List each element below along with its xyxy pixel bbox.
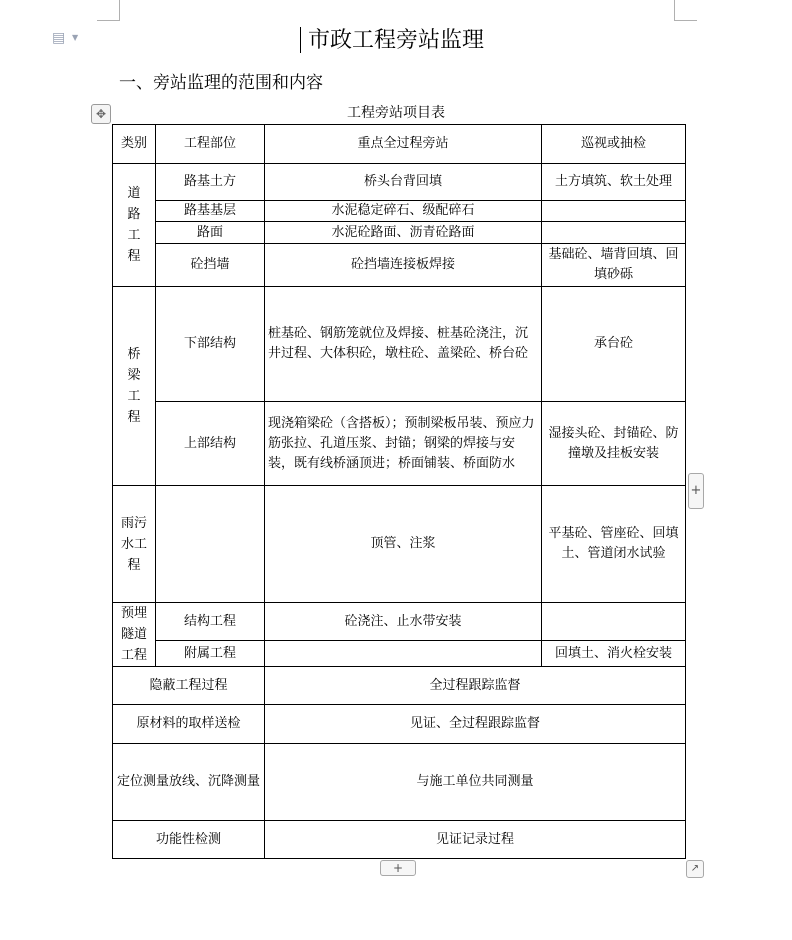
document-title: 市政工程旁站监理	[307, 28, 484, 53]
category-cell-sewer	[113, 486, 156, 603]
table-row	[113, 486, 686, 603]
part-cell: 结构工程	[156, 603, 265, 641]
item-cell: 原材料的取样送检	[113, 705, 265, 744]
focus-cell: 桩基砼、钢筋笼就位及焊接、桩基砼浇注，沉井过程、大体积砼，墩柱砼、盖梁砼、桥台砼	[265, 287, 542, 402]
table-row	[113, 201, 686, 222]
category-cell-road	[113, 164, 156, 287]
table-header-row	[113, 125, 686, 164]
table-row	[113, 641, 686, 667]
inspect-cell: 基础砼、墙背回填、回填砂砾	[542, 244, 686, 287]
part-cell: 路基土方	[156, 164, 265, 201]
header-inspect: 巡视或抽检	[542, 125, 686, 164]
table-row	[113, 402, 686, 486]
page-corner-mark-top-left	[97, 0, 120, 21]
category-label: 预埋隧道工程	[120, 606, 147, 663]
focus-cell: 现浇箱梁砼（含搭板）；预制梁板吊装、预应力筋张拉、孔道压浆、封锚；钢梁的焊接与安装，既有线桥涵顶进；桥面铺装、桥面防水	[265, 402, 542, 486]
table-row	[113, 287, 686, 402]
header-part: 工程部位	[156, 125, 265, 164]
table-row	[113, 705, 686, 744]
item-cell: 隐蔽工程过程	[113, 667, 265, 705]
document-icon[interactable]: ▤	[52, 30, 66, 46]
add-column-button[interactable]	[688, 473, 704, 509]
item-cell: 功能性检测	[113, 821, 265, 859]
category-label: 道路工程	[127, 186, 141, 264]
plus-icon: +	[690, 483, 702, 498]
table-row	[113, 667, 686, 705]
inspect-cell: 平基砼、管座砼、回填土、管道闭水试验	[542, 486, 686, 603]
page-corner-mark-top-right	[674, 0, 697, 21]
table-row	[113, 821, 686, 859]
category-cell-tunnel	[113, 603, 156, 667]
header-category: 类别	[113, 125, 156, 164]
table-row	[113, 222, 686, 244]
focus-cell: 砼挡墙连接板焊接	[265, 244, 542, 287]
table-row	[113, 164, 686, 201]
part-cell: 砼挡墙	[156, 244, 265, 287]
focus-cell: 桥头台背回填	[265, 164, 542, 201]
part-cell: 路面	[156, 222, 265, 244]
content-cell: 全过程跟踪监督	[265, 667, 686, 705]
text-cursor	[300, 27, 301, 53]
supervision-table	[112, 124, 686, 859]
table-caption: 工程旁站项目表	[347, 105, 445, 121]
part-cell: 上部结构	[156, 402, 265, 486]
category-label: 雨污水工程	[120, 515, 147, 573]
header-focus: 重点全过程旁站	[265, 125, 542, 164]
focus-cell: 水泥砼路面、沥青砼路面	[265, 222, 542, 244]
table-row	[113, 744, 686, 821]
resize-arrows-icon[interactable]: ↗	[686, 860, 704, 878]
part-cell: 附属工程	[156, 641, 265, 667]
inspect-cell: 回填土、消火栓安装	[542, 641, 686, 667]
inspect-cell: 湿接头砼、封锚砼、防撞墩及挂板安装	[542, 402, 686, 486]
item-cell: 定位测量放线、沉降测量	[113, 744, 265, 821]
content-cell: 与施工单位共同测量	[265, 744, 686, 821]
focus-cell: 顶管、注浆	[265, 486, 542, 603]
inspect-cell	[542, 201, 686, 222]
inspect-cell: 土方填筑、软土处理	[542, 164, 686, 201]
section-heading: 一、旁站监理的范围和内容	[119, 73, 323, 93]
focus-cell: 砼浇注、止水带安装	[265, 603, 542, 641]
content-cell: 见证记录过程	[265, 821, 686, 859]
table-move-handle-icon[interactable]: ✥	[91, 104, 111, 124]
part-cell	[156, 486, 265, 603]
focus-cell: 水泥稳定碎石、级配碎石	[265, 201, 542, 222]
category-label: 桥梁工程	[127, 347, 141, 425]
inspect-cell	[542, 222, 686, 244]
add-row-button[interactable]	[380, 860, 416, 876]
content-cell: 见证、全过程跟踪监督	[265, 705, 686, 744]
table-row	[113, 244, 686, 287]
inspect-cell	[542, 603, 686, 641]
focus-cell	[265, 641, 542, 667]
inspect-cell: 承台砼	[542, 287, 686, 402]
table-row	[113, 603, 686, 641]
category-cell-bridge	[113, 287, 156, 486]
plus-icon: +	[392, 861, 404, 875]
part-cell: 路基基层	[156, 201, 265, 222]
part-cell: 下部结构	[156, 287, 265, 402]
chevron-down-icon[interactable]: ▼	[72, 33, 79, 42]
